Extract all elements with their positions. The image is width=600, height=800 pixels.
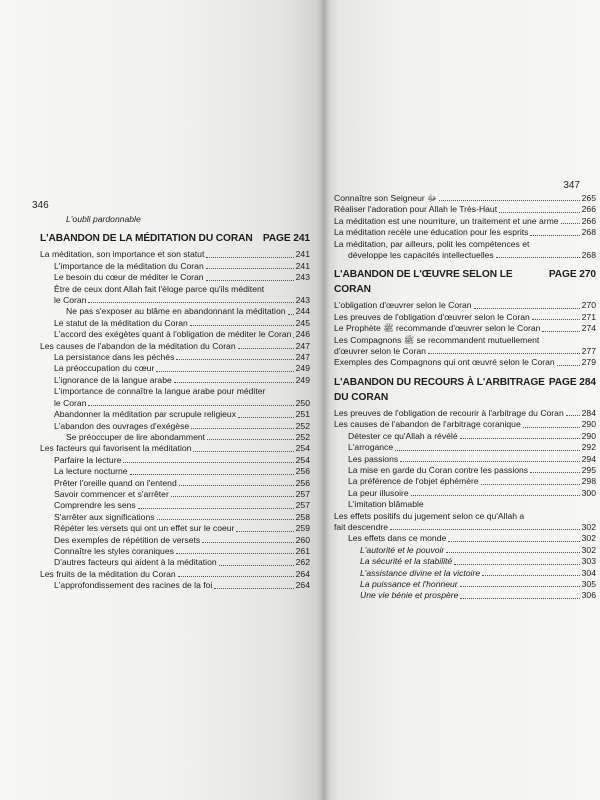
- toc-entry: [334, 227, 596, 238]
- toc-entry-title: La préoccupation du cœur: [54, 363, 155, 374]
- toc-entry-title: L'accord des exégètes quant à l'obligation de méditer le Coran: [54, 329, 292, 340]
- dot-leader: [390, 528, 580, 530]
- toc-entry: [40, 580, 310, 591]
- section-heading: [40, 231, 310, 246]
- dot-leader: [446, 551, 579, 553]
- toc-entry: [40, 432, 310, 443]
- toc-entry-page: 249: [295, 363, 310, 374]
- toc-entry-page: 243: [295, 272, 310, 283]
- toc-entry: [40, 478, 310, 489]
- toc-entry: [334, 568, 596, 579]
- toc-entry: [334, 590, 596, 601]
- toc-entry-title: Connaître son Seigneur ﷻ: [334, 193, 437, 203]
- toc-entry-page: 258: [295, 511, 310, 522]
- dot-leader: [460, 437, 580, 439]
- toc-entry-page: 266: [581, 204, 596, 215]
- toc-entry: [40, 443, 310, 454]
- toc-entry: [40, 386, 310, 397]
- toc-entry: [40, 500, 310, 511]
- toc-entry-page: 303: [581, 556, 596, 567]
- toc-entry-title: fait descendre: [334, 521, 388, 532]
- toc-entry-title: La méditation recèle une éducation pour les esprits: [334, 227, 529, 238]
- dot-leader: [206, 267, 294, 269]
- page-number-right: 347: [563, 180, 580, 191]
- toc-entry-title: L'importance de connaître la langue arabe pour méditer: [54, 386, 266, 397]
- dot-leader: [236, 530, 293, 532]
- toc-entry-title: La mise en garde du Coran contre les passions: [348, 464, 529, 475]
- toc-entry: [334, 216, 596, 227]
- toc-entry-title: le Coran: [54, 295, 87, 306]
- toc-entry-page: 260: [295, 534, 310, 545]
- toc-entry-title: Ne pas s'exposer au blâme en abandonnant la méditation: [66, 306, 286, 317]
- dot-leader: [454, 563, 579, 565]
- toc-entry-page: 250: [295, 397, 310, 408]
- dot-leader: [542, 330, 579, 332]
- toc-entry-page: 254: [295, 454, 310, 465]
- toc-entry-page: 245: [295, 317, 310, 328]
- toc-entry-title: Se préoccuper de lire abondamment: [66, 431, 206, 442]
- toc-entry-title: Réaliser l'adoration pour Allah le Très-Haut: [334, 204, 498, 215]
- section-heading-title: L'ABANDON DE L'ŒUVRE SELON LE CORAN: [334, 269, 513, 296]
- toc-entry: [40, 535, 310, 546]
- toc-entry: [334, 545, 596, 556]
- toc-entry-title: Les preuves de l'obligation d'œuvrer selon le Coran: [334, 311, 530, 322]
- toc-entry-title: Prêter l'oreille quand on l'entend: [54, 477, 177, 488]
- toc-entry-page: 264: [295, 580, 310, 591]
- dot-leader: [566, 414, 580, 416]
- dot-leader: [171, 495, 294, 497]
- toc-entry-title: L'ignorance de la langue arabe: [54, 374, 172, 385]
- toc-entry-title: d'œuvrer selon le Coran: [334, 346, 426, 357]
- toc-entry-title: le Coran: [54, 397, 87, 408]
- toc-entry: [334, 419, 596, 430]
- toc-entry: [40, 375, 310, 386]
- dot-leader: [499, 211, 580, 213]
- dot-leader: [523, 426, 580, 428]
- toc-entry: [334, 556, 596, 567]
- toc-entry-title: développe les capacités intellectuelles: [348, 250, 494, 261]
- toc-entry-page: 241: [295, 249, 310, 260]
- toc-entry: [40, 352, 310, 363]
- dot-leader: [190, 324, 294, 326]
- dot-leader: [219, 564, 294, 566]
- toc-entry: [334, 454, 596, 465]
- toc-entry-title: L'autorité et le pouvoir: [360, 544, 445, 555]
- toc-entry: [40, 214, 310, 225]
- toc-entry-page: 284: [581, 407, 596, 418]
- dot-leader: [428, 352, 580, 354]
- dot-leader: [214, 587, 293, 589]
- dot-leader: [156, 370, 293, 372]
- toc-entry-page: 257: [295, 488, 310, 499]
- toc-entry-title: Les causes de l'abandon de la méditation du Coran: [40, 340, 236, 351]
- dot-leader: [288, 313, 294, 315]
- dot-leader: [481, 483, 580, 485]
- toc-entry-title: Parfaire la lecture: [54, 454, 122, 465]
- toc-entry: [40, 398, 310, 409]
- toc-entry: [40, 557, 310, 568]
- toc-entry: [40, 261, 310, 272]
- dot-leader: [176, 552, 294, 554]
- toc-entry-page: 243: [295, 295, 310, 306]
- toc-entry: [334, 499, 596, 510]
- toc-entry: [40, 249, 310, 260]
- toc-entry-title: Les passions: [348, 453, 399, 464]
- toc-entry-page: 244: [295, 306, 310, 317]
- toc-entry-title: Connaître les styles coraniques: [54, 545, 174, 556]
- toc-entry-title: Les fruits de la méditation du Coran: [40, 568, 176, 579]
- toc-entry-page: 247: [295, 340, 310, 351]
- toc-entry: [40, 306, 310, 317]
- toc-entry-title: Abandonner la méditation par scrupule religieux: [54, 409, 237, 420]
- toc-entry-page: 259: [295, 523, 310, 534]
- right-page: [322, 0, 600, 800]
- dot-leader: [130, 473, 294, 475]
- dot-leader: [532, 318, 580, 320]
- toc-entry-page: 292: [581, 442, 596, 453]
- dot-leader: [400, 460, 579, 462]
- dot-leader: [448, 540, 579, 542]
- toc-entry: [334, 488, 596, 499]
- dot-leader: [395, 449, 580, 451]
- toc-entry-title: Détester ce qu'Allah a révélé: [348, 430, 458, 441]
- section-heading-page: PAGE 284: [548, 376, 596, 388]
- toc-entry-page: 290: [581, 419, 596, 430]
- toc-entry-title: L'approfondissement des racines de la foi: [54, 580, 213, 591]
- toc-entry-page: 268: [581, 250, 596, 261]
- toc-entry: [334, 300, 596, 311]
- toc-entry-title: Répéter les versets qui ont un effet sur le coeur: [54, 523, 235, 534]
- toc-entry: [40, 466, 310, 477]
- toc-entry: [334, 357, 596, 368]
- toc-entry-title: La préférence de l'objet éphémère: [348, 476, 479, 487]
- dot-leader: [460, 597, 579, 599]
- toc-entry-page: 256: [295, 477, 310, 488]
- toc-entry: [40, 512, 310, 523]
- toc-entry-title: Les effets dans ce monde: [348, 533, 447, 544]
- toc-entry-title: D'autres facteurs qui aident à la méditation: [54, 557, 217, 568]
- toc-entry: [40, 569, 310, 580]
- toc-entry: [334, 522, 596, 533]
- toc-entry-page: 264: [295, 568, 310, 579]
- toc-entry-page: 306: [581, 590, 596, 601]
- toc-entry-title: La peur illusoire: [348, 487, 409, 498]
- section-heading-title: L'ABANDON DU RECOURS À L'ARBITRAGE DU CORAN: [334, 376, 545, 403]
- toc-entry: [334, 476, 596, 487]
- toc-entry: [334, 346, 596, 357]
- toc-entry: [334, 442, 596, 453]
- dot-leader: [460, 585, 580, 587]
- toc-entry-page: 300: [581, 487, 596, 498]
- toc-entry: [40, 329, 310, 340]
- toc-entry-page: 271: [581, 311, 596, 322]
- dot-leader: [191, 427, 293, 429]
- toc-entry: [40, 489, 310, 500]
- toc-entry-title: Être de ceux dont Allah fait l'éloge parce qu'ils méditent: [54, 283, 265, 294]
- toc-entry-title: La méditation est une nourriture, un traitement et une arme: [334, 215, 559, 226]
- toc-entry-title: Le besoin du cœur de méditer le Coran: [54, 272, 204, 283]
- dot-leader: [178, 575, 294, 577]
- toc-entry-title: L'imitation blâmable: [348, 499, 424, 510]
- section-heading: [334, 267, 596, 297]
- toc-entry-title: Les preuves de l'obligation de recourir à l'arbitrage du Coran: [334, 407, 564, 418]
- toc-entry: [40, 409, 310, 420]
- toc-entry-page: 266: [581, 215, 596, 226]
- toc-entry: [40, 318, 310, 329]
- dot-leader: [530, 234, 579, 236]
- toc-entry-title: Les effets positifs du jugement selon ce qu'Allah a: [334, 510, 525, 521]
- section-heading: [334, 375, 596, 405]
- toc-entry-page: 302: [581, 521, 596, 532]
- page-number-left: 346: [32, 200, 49, 211]
- toc-entry: [334, 239, 596, 250]
- toc-entry-title: L'obligation d'œuvrer selon le Coran: [334, 300, 472, 311]
- toc-entry: [40, 341, 310, 352]
- toc-entry-title: Les facteurs qui favorisent la méditation: [40, 443, 192, 454]
- toc-entry: [334, 193, 596, 204]
- toc-entry-page: 270: [581, 300, 596, 311]
- table-of-contents-left: [40, 214, 310, 592]
- dot-leader: [123, 461, 293, 463]
- toc-entry: [40, 272, 310, 283]
- toc-entry: [334, 431, 596, 442]
- toc-entry: [40, 284, 310, 295]
- toc-entry: [334, 335, 596, 346]
- dot-leader: [557, 364, 580, 366]
- toc-entry-page: 247: [295, 352, 310, 363]
- toc-entry-page: 268: [581, 227, 596, 238]
- toc-entry: [40, 421, 310, 432]
- toc-entry-title: Savoir commencer et s'arrêter: [54, 488, 169, 499]
- toc-entry: [40, 523, 310, 534]
- dot-leader: [179, 484, 294, 486]
- toc-entry-page: 254: [295, 443, 310, 454]
- toc-entry-page: 304: [581, 567, 596, 578]
- dot-leader: [193, 450, 293, 452]
- toc-entry-title: Exemples des Compagnons qui ont œuvré selon le Coran: [334, 357, 555, 368]
- toc-entry-title: S'arrêter aux significations: [54, 511, 155, 522]
- toc-entry-title: Le Prophète ﷺ recommande d'œuvrer selon le Coran: [334, 323, 541, 334]
- toc-entry: [334, 579, 596, 590]
- toc-entry-page: 290: [581, 430, 596, 441]
- toc-entry-title: La méditation, par ailleurs, polit les compétences et: [334, 238, 530, 249]
- dot-leader: [88, 404, 293, 406]
- toc-entry-title: Les causes de l'abandon de l'arbitrage coranique: [334, 419, 521, 430]
- toc-entry-title: Le statut de la méditation du Coran: [54, 317, 188, 328]
- toc-entry-page: 262: [295, 557, 310, 568]
- dot-leader: [439, 199, 580, 201]
- toc-entry: [40, 363, 310, 374]
- toc-entry: [40, 546, 310, 557]
- toc-entry-page: 252: [295, 431, 310, 442]
- dot-leader: [174, 381, 294, 383]
- toc-entry-title: L'abandon des ouvrages d'exégèse: [54, 420, 190, 431]
- dot-leader: [238, 416, 294, 418]
- toc-entry-page: 246: [295, 329, 310, 340]
- toc-entry: [334, 408, 596, 419]
- toc-entry-title: La sécurité et la stabilité: [360, 556, 453, 567]
- toc-entry-page: 249: [295, 374, 310, 385]
- toc-entry: [334, 465, 596, 476]
- toc-entry-page: 302: [581, 544, 596, 555]
- toc-entry-title: L'importance de la méditation du Coran: [54, 260, 204, 271]
- toc-entry-title: La méditation, son importance et son statut: [40, 249, 205, 260]
- toc-entry: [334, 533, 596, 544]
- toc-entry-page: 274: [581, 323, 596, 334]
- dot-leader: [157, 518, 294, 520]
- dot-leader: [138, 507, 294, 509]
- toc-entry-title: Une vie bénie et prospère: [360, 590, 459, 601]
- toc-entry-page: 279: [581, 357, 596, 368]
- dot-leader: [474, 307, 580, 309]
- dot-leader: [202, 541, 293, 543]
- toc-entry-page: 256: [295, 466, 310, 477]
- dot-leader: [206, 256, 293, 258]
- toc-entry-page: 257: [295, 500, 310, 511]
- dot-leader: [496, 256, 580, 258]
- toc-entry-title: La puissance et l'honneur: [360, 578, 458, 589]
- toc-entry: [334, 323, 596, 334]
- toc-entry-page: 241: [295, 260, 310, 271]
- toc-entry: [334, 204, 596, 215]
- toc-entry: [40, 455, 310, 466]
- toc-entry-page: 261: [295, 545, 310, 556]
- toc-entry-title: L'arrogance: [348, 442, 394, 453]
- toc-entry-title: L'oubli pardonnable: [66, 214, 141, 224]
- toc-entry-title: Les Compagnons ﷺ se recommandent mutuellement: [334, 334, 540, 345]
- dot-leader: [561, 222, 580, 224]
- section-heading-title: L'ABANDON DE LA MÉDITATION DU CORAN: [40, 233, 253, 245]
- toc-entry: [334, 250, 596, 261]
- toc-entry-page: 294: [581, 453, 596, 464]
- toc-entry-title: Comprendre les sens: [54, 500, 136, 511]
- dot-leader: [482, 574, 580, 576]
- toc-entry-page: 265: [581, 193, 596, 203]
- toc-entry-page: 252: [295, 420, 310, 431]
- toc-entry-page: 298: [581, 476, 596, 487]
- toc-entry-page: 251: [295, 409, 310, 420]
- dot-leader: [176, 358, 293, 360]
- toc-entry-title: La persistance dans les péchés: [54, 352, 175, 363]
- book-gutter: [316, 0, 330, 800]
- section-heading-page: PAGE 270: [548, 269, 596, 281]
- table-of-contents-right: [334, 193, 596, 602]
- toc-entry-title: La lecture nocturne: [54, 466, 128, 477]
- toc-entry-title: Des exemples de répétition de versets: [54, 534, 201, 545]
- dot-leader: [530, 471, 580, 473]
- toc-entry-title: L'assistance divine et la victoire: [360, 567, 481, 578]
- toc-entry: [334, 511, 596, 522]
- dot-leader: [206, 279, 294, 281]
- toc-entry-page: 302: [581, 533, 596, 544]
- toc-entry: [40, 295, 310, 306]
- toc-entry: [334, 312, 596, 323]
- dot-leader: [238, 347, 294, 349]
- dot-leader: [88, 301, 293, 303]
- toc-entry-page: 277: [581, 346, 596, 357]
- toc-entry-page: 295: [581, 464, 596, 475]
- toc-entry-page: 305: [581, 578, 596, 589]
- dot-leader: [207, 438, 294, 440]
- section-heading-page: PAGE 241: [262, 233, 310, 245]
- dot-leader: [411, 494, 580, 496]
